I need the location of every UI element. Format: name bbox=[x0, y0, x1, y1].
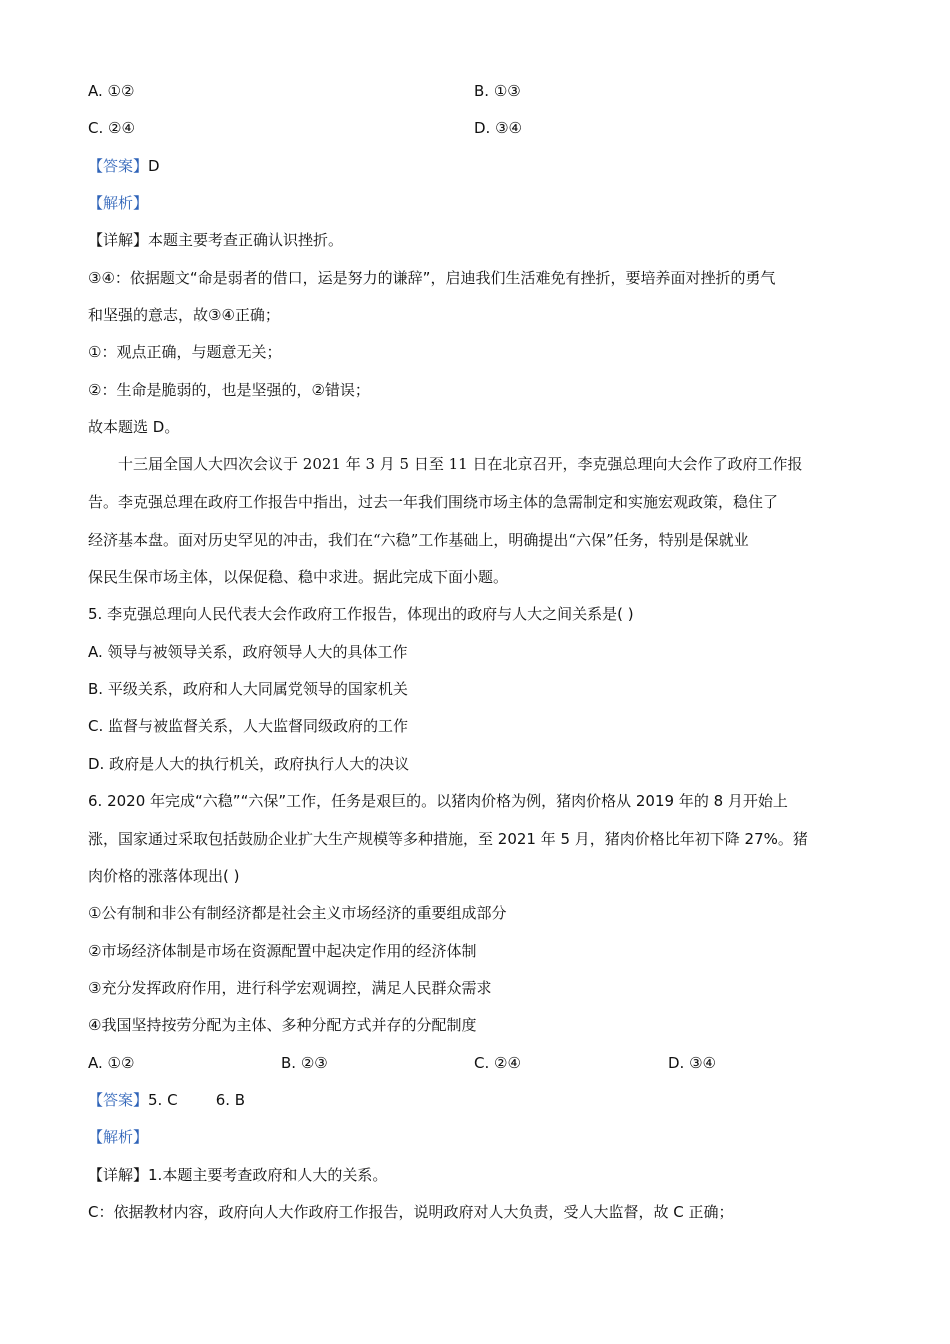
q6-option-c: C. ②④ bbox=[474, 1054, 521, 1072]
q6-statement-2: ②市场经济体制是市场在资源配置中起决定作用的经济体制 bbox=[88, 942, 477, 960]
q6-stem-3: 肉价格的涨落体现出( ) bbox=[88, 867, 240, 885]
q6-option-d: D. ③④ bbox=[668, 1054, 716, 1072]
q5-option-c: C. 监督与被监督关系，人大监督同级政府的工作 bbox=[88, 717, 409, 735]
q6-stem-1: 6. 2020 年完成“六稳”“六保”工作，任务是艰巨的。以猪肉价格为例，猪肉价格从 2019 年的 8 月开始上 bbox=[88, 792, 788, 810]
q6-statement-3: ③充分发挥政府作用，进行科学宏观调控，满足人民群众需求 bbox=[88, 979, 492, 997]
q4-option-b: B. ①③ bbox=[474, 82, 521, 100]
q5-option-d: D. 政府是人大的执行机关，政府执行人大的决议 bbox=[88, 755, 410, 773]
q6-statement-4: ④我国坚持按劳分配为主体、多种分配方式并存的分配制度 bbox=[88, 1016, 477, 1034]
material-line-4: 保民生保市场主体，以保促稳、稳中求进。据此完成下面小题。 bbox=[88, 568, 509, 586]
answer-value: D bbox=[148, 157, 160, 175]
q56-answer bbox=[88, 1089, 245, 1111]
q4-analysis-tag: 【解析】 bbox=[88, 194, 149, 212]
detail-tag: 【详解】 bbox=[88, 1166, 149, 1184]
q4-option-c: C. ②④ bbox=[88, 119, 135, 137]
q5-option-b: B. 平级关系，政府和人大同属党领导的国家机关 bbox=[88, 680, 408, 698]
q5-stem: 5. 李克强总理向人民代表大会作政府工作报告，体现出的政府与人大之间关系是( ) bbox=[88, 605, 634, 623]
q6-option-a: A. ①② bbox=[88, 1054, 135, 1072]
q4-explain-line-2: 和坚强的意志，故③④正确； bbox=[88, 306, 280, 324]
material-line-1: 十三届全国人大四次会议于 2021 年 3 月 5 日至 11 日在北京召开，李克强总理向大会作了政府工作报 bbox=[118, 455, 803, 473]
q4-option-d: D. ③④ bbox=[474, 119, 522, 137]
q4-detail bbox=[88, 229, 343, 251]
q6-statement-1: ①公有制和非公有制经济都是社会主义市场经济的重要组成部分 bbox=[88, 904, 507, 922]
q4-option-a: A. ①② bbox=[88, 82, 135, 100]
q6-option-b: B. ②③ bbox=[281, 1054, 328, 1072]
q56-explain-line-1: C：依据教材内容，政府向人大作政府工作报告，说明政府对人大负责，受人大监督，故 C 正确； bbox=[88, 1203, 734, 1221]
q56-analysis-tag: 【解析】 bbox=[88, 1128, 149, 1146]
material-line-3: 经济基本盘。面对历史罕见的冲击，我们在“六稳”工作基础上，明确提出“六保”任务，特别是保就业 bbox=[88, 531, 749, 549]
answer-tag: 【答案】 bbox=[88, 1091, 149, 1109]
q6-stem-2: 涨，国家通过采取包括鼓励企业扩大生产规模等多种措施，至 2021 年 5 月，猪肉价格比年初下降 27%。猪 bbox=[88, 830, 808, 848]
material-line-2: 告。李克强总理在政府工作报告中指出，过去一年我们围绕市场主体的急需制定和实施宏观政策，稳住了 bbox=[88, 493, 779, 511]
answer-tag: 【答案】 bbox=[88, 157, 149, 175]
detail-text: 1.本题主要考查政府和人大的关系。 bbox=[148, 1166, 388, 1184]
q4-explain-line-3: ①：观点正确，与题意无关； bbox=[88, 343, 282, 361]
q4-explain-line-1: ③④：依据题文“命是弱者的借口，运是努力的谦辞”，启迪我们生活难免有挫折，要培养面对挫折的勇气 bbox=[88, 269, 776, 287]
q5-option-a: A. 领导与被领导关系，政府领导人大的具体工作 bbox=[88, 643, 408, 661]
detail-text: 本题主要考查正确认识挫折。 bbox=[148, 231, 344, 249]
q4-explain-line-5: 故本题选 D。 bbox=[88, 418, 180, 436]
q56-detail bbox=[88, 1164, 387, 1186]
q4-explain-line-4: ②：生命是脆弱的，也是坚强的，②错误； bbox=[88, 381, 370, 399]
detail-tag: 【详解】 bbox=[88, 231, 149, 249]
answer-value: 5. C 6. B bbox=[148, 1091, 246, 1109]
q4-answer bbox=[88, 155, 160, 177]
